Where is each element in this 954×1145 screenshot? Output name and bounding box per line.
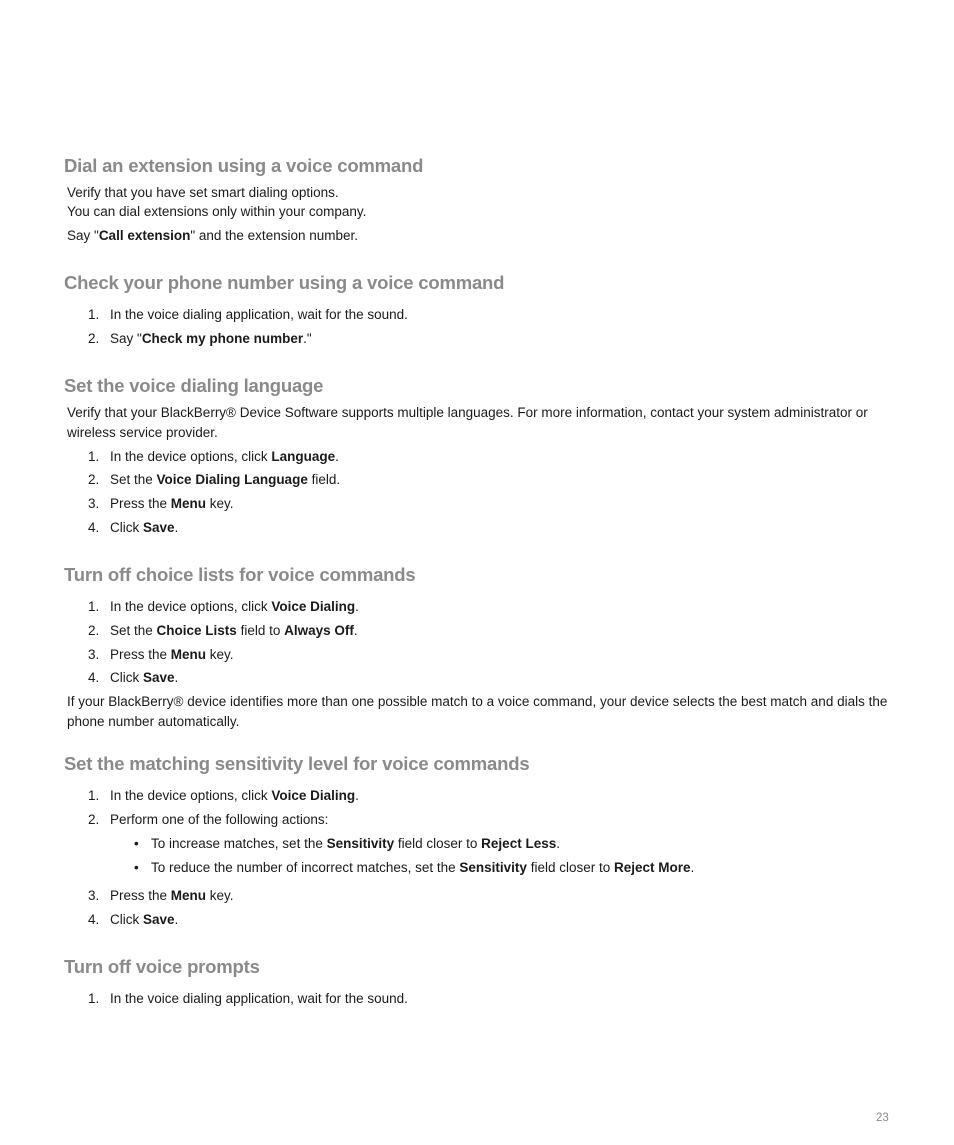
instruction-text: Say "Call extension" and the extension number. <box>67 228 358 243</box>
heading-turn-off-voice-prompts: Turn off voice prompts <box>64 956 260 977</box>
list-item: 1. In the device options, click Voice Dialing. <box>88 599 359 614</box>
list-item: 2. Say "Check my phone number." <box>88 331 312 346</box>
list-item: 2. Set the Voice Dialing Language field. <box>88 472 341 487</box>
list-item: 4. Click Save. <box>88 520 179 535</box>
bullet-item: • To reduce the number of incorrect matches, set the Sensitivity field closer to Reject More. <box>134 860 695 875</box>
list-item: 4. Click Save. <box>88 670 179 685</box>
prerequisite-text: Verify that you have set smart dialing options. <box>67 185 339 200</box>
bullet-item: • To increase matches, set the Sensitivity field closer to Reject Less. <box>134 836 560 851</box>
list-item: 1. In the device options, click Voice Dialing. <box>88 788 359 803</box>
list-item: 4. Click Save. <box>88 912 179 927</box>
list-item: 3. Press the Menu key. <box>88 647 234 662</box>
list-item: 2. Perform one of the following actions: <box>88 812 329 827</box>
heading-dial-extension: Dial an extension using a voice command <box>64 155 424 176</box>
note-text: If your BlackBerry® device identifies more than one possible match to a voice command, your device selects the best match and dials the phone number automatically. <box>67 694 888 729</box>
list-item: 3. Press the Menu key. <box>88 496 234 511</box>
prerequisite-text: You can dial extensions only within your company. <box>67 204 367 219</box>
heading-turn-off-choice-lists: Turn off choice lists for voice commands <box>64 564 416 585</box>
heading-matching-sensitivity: Set the matching sensitivity level for voice commands <box>64 753 530 774</box>
heading-voice-dialing-language: Set the voice dialing language <box>64 375 324 396</box>
list-item: 1. In the voice dialing application, wait for the sound. <box>88 307 408 322</box>
list-item: 2. Set the Choice Lists field to Always Off. <box>88 623 358 638</box>
prerequisite-text: Verify that your BlackBerry® Device Software supports multiple languages. For more information, contact your system administrator or wireless service provider. <box>67 405 868 440</box>
page-number: 23 <box>876 1112 889 1124</box>
list-item: 1. In the voice dialing application, wait for the sound. <box>88 991 408 1006</box>
list-item: 1. In the device options, click Language. <box>88 449 339 464</box>
list-item: 3. Press the Menu key. <box>88 888 234 903</box>
heading-check-phone-number: Check your phone number using a voice command <box>64 272 505 293</box>
